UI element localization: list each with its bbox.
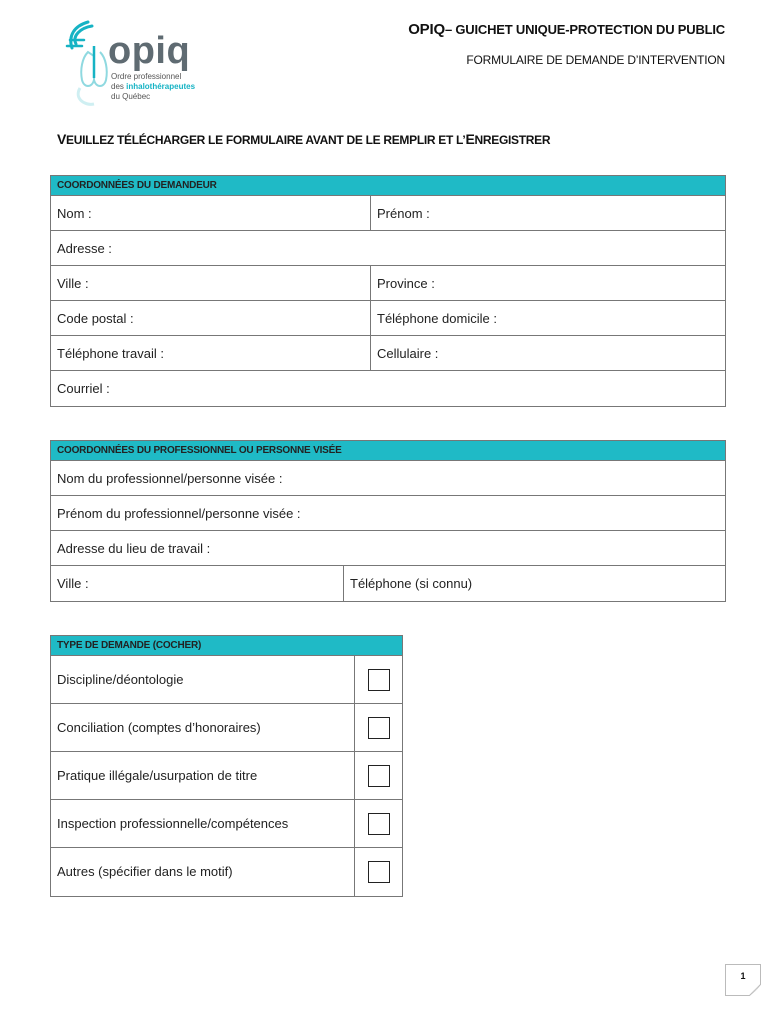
logo-line-3: du Québec (111, 92, 151, 101)
logo-name: opiq (108, 30, 191, 72)
requester-section (50, 175, 726, 407)
checkbox-pratique-illegale[interactable] (368, 765, 390, 787)
checkbox-cell (354, 800, 402, 847)
requester-section-header: COORDONNÉES DU DEMANDEUR (51, 176, 725, 196)
option-label: Pratique illégale/usurpation de titre (57, 768, 258, 783)
checkbox-autres[interactable] (368, 861, 390, 883)
table-row (51, 196, 725, 231)
option-label: Discipline/déontologie (57, 672, 184, 687)
nom-field[interactable]: Nom : (57, 206, 92, 221)
table-row (51, 496, 725, 531)
table-row (51, 371, 725, 406)
document-title (408, 21, 725, 38)
checkbox-inspection[interactable] (368, 813, 390, 835)
notice-text: EUILLEZ TÉLÉCHARGER LE FORMULAIRE AVANT DE LE REMPLIR ET L’ (66, 133, 466, 147)
checkbox-discipline[interactable] (368, 669, 390, 691)
logo-subtitle (111, 72, 221, 102)
professional-section-header: COORDONNÉES DU PROFESSIONNEL OU PERSONNE VISÉE (51, 441, 725, 461)
document-title-rest: – GUICHET UNIQUE-PROTECTION DU PUBLIC (444, 22, 725, 37)
lungs-emblem-icon (62, 18, 112, 108)
page-curl-icon (749, 984, 761, 996)
request-type-section (50, 635, 403, 897)
cellulaire-field[interactable]: Cellulaire : (370, 336, 725, 370)
list-item (51, 704, 402, 752)
professional-section (50, 440, 726, 602)
table-row (51, 266, 725, 301)
table-row (51, 231, 725, 266)
table-row (51, 301, 725, 336)
notice-initial: V (57, 131, 67, 147)
request-type-section-header: TYPE DE DEMANDE (COCHER) (51, 636, 402, 656)
code-postal-field[interactable]: Code postal : (57, 311, 134, 326)
checkbox-cell (354, 704, 402, 751)
document-subtitle: FORMULAIRE DE DEMANDE D’INTERVENTION (466, 53, 725, 67)
checkbox-cell (354, 656, 402, 703)
table-row (51, 531, 725, 566)
opiq-logo (62, 18, 212, 108)
option-label: Autres (spécifier dans le motif) (57, 864, 233, 879)
notice-text-end: NREGISTRER (474, 133, 551, 147)
list-item (51, 848, 402, 896)
list-item (51, 656, 402, 704)
option-label: Inspection professionnelle/compétences (57, 816, 289, 831)
page-number-text: 1 (740, 971, 746, 981)
workplace-address-field[interactable]: Adresse du lieu de travail : (57, 541, 211, 556)
logo-line-2-prefix: des (111, 82, 127, 91)
province-field[interactable]: Province : (370, 266, 725, 300)
logo-line-2-highlight: inhalothérapeutes (126, 82, 196, 91)
table-row (51, 566, 725, 601)
document-title-brand: OPIQ (408, 21, 445, 38)
table-row (51, 461, 725, 496)
download-notice (57, 131, 550, 147)
prenom-field[interactable]: Prénom : (370, 196, 725, 230)
list-item (51, 752, 402, 800)
professional-prenom-field[interactable]: Prénom du professionnel/personne visée : (57, 506, 301, 521)
checkbox-cell (354, 752, 402, 799)
professional-ville-field[interactable]: Ville : (57, 576, 89, 591)
professional-telephone-field[interactable]: Téléphone (si connu) (343, 566, 725, 601)
ville-field[interactable]: Ville : (57, 276, 89, 291)
option-label: Conciliation (comptes d’honoraires) (57, 720, 261, 735)
page-number (725, 964, 761, 996)
checkbox-conciliation[interactable] (368, 717, 390, 739)
notice-cap-letter: E (465, 131, 475, 147)
telephone-travail-field[interactable]: Téléphone travail : (57, 346, 164, 361)
table-row (51, 336, 725, 371)
list-item (51, 800, 402, 848)
logo-line-1: Ordre professionnel (111, 72, 182, 81)
telephone-domicile-field[interactable]: Téléphone domicile : (370, 301, 725, 335)
professional-nom-field[interactable]: Nom du professionnel/personne visée : (57, 471, 283, 486)
adresse-field[interactable]: Adresse : (57, 241, 112, 256)
checkbox-cell (354, 848, 402, 896)
courriel-field[interactable]: Courriel : (57, 381, 110, 396)
